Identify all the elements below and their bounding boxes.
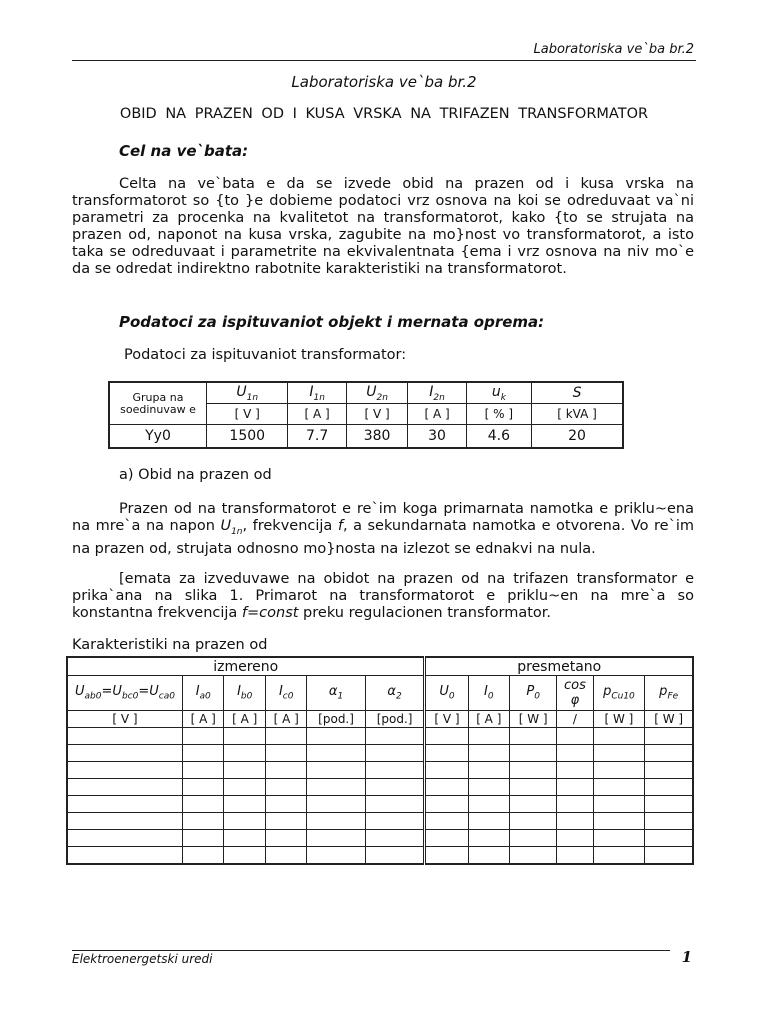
empty-cell bbox=[265, 830, 306, 847]
empty-cell bbox=[593, 813, 645, 830]
symbol-cell: $p_{Fe}$ bbox=[645, 676, 693, 711]
empty-cell bbox=[224, 813, 265, 830]
part-a-label: a) Obid na prazen od bbox=[119, 467, 272, 483]
empty-cell bbox=[425, 813, 468, 830]
unit-cell: [ W ] bbox=[645, 711, 693, 728]
group-measured: izmereno bbox=[67, 657, 425, 676]
empty-cell bbox=[307, 762, 365, 779]
empty-cell bbox=[425, 779, 468, 796]
table-row bbox=[109, 382, 623, 404]
empty-cell bbox=[468, 830, 509, 847]
empty-cell bbox=[307, 728, 365, 745]
empty-cell bbox=[224, 847, 265, 865]
table-row bbox=[67, 762, 693, 779]
empty-cell bbox=[593, 847, 645, 865]
empty-cell bbox=[593, 830, 645, 847]
symbol-cell: $U_{2n}$ bbox=[346, 382, 408, 404]
empty-cell bbox=[510, 813, 557, 830]
empty-cell bbox=[365, 813, 425, 830]
value-cell: 4.6 bbox=[466, 425, 531, 449]
empty-cell bbox=[425, 745, 468, 762]
symbol-cell: $\alpha_2$ bbox=[365, 676, 425, 711]
unit-cell: [ % ] bbox=[466, 404, 531, 425]
unit-cell: [ A ] bbox=[183, 711, 224, 728]
scheme-paragraph: [emata za izveduvawe na obidot na prazen od na trifazen transformator e prika`ana na slika 1. Primarot na transformatorot e priklu~en na mre`a so konstantna frekvencija f=const preku regulacionen transformator. bbox=[72, 571, 694, 621]
empty-cell bbox=[224, 796, 265, 813]
unit-cell: [ V ] bbox=[67, 711, 183, 728]
empty-cell bbox=[307, 830, 365, 847]
document-subtitle: OBID NA PRAZEN OD I KUSA VRSKA NA TRIFAZEN TRANSFORMATOR bbox=[119, 106, 649, 122]
empty-cell bbox=[510, 796, 557, 813]
transformer-data-intro: Podatoci za ispituvaniot transformator: bbox=[124, 347, 407, 363]
unit-cell: / bbox=[557, 711, 593, 728]
empty-cell bbox=[183, 745, 224, 762]
table-row bbox=[67, 657, 693, 676]
empty-cell bbox=[645, 830, 693, 847]
empty-cell bbox=[307, 847, 365, 865]
unit-cell: [ V ] bbox=[207, 404, 288, 425]
empty-cell bbox=[593, 762, 645, 779]
footer-divider bbox=[72, 950, 670, 951]
empty-cell bbox=[510, 847, 557, 865]
empty-cell bbox=[645, 728, 693, 745]
empty-cell bbox=[645, 847, 693, 865]
empty-cell bbox=[224, 745, 265, 762]
running-header: Laboratoriska ve`ba br.2 bbox=[533, 42, 694, 57]
empty-cell bbox=[67, 779, 183, 796]
empty-cell bbox=[468, 813, 509, 830]
empty-cell bbox=[468, 762, 509, 779]
table-row bbox=[109, 425, 623, 449]
empty-cell bbox=[183, 728, 224, 745]
symbol-cell: $I_{1n}$ bbox=[288, 382, 346, 404]
empty-cell bbox=[265, 847, 306, 865]
unit-cell: [ V ] bbox=[425, 711, 468, 728]
empty-cell bbox=[557, 847, 593, 865]
empty-cell bbox=[365, 796, 425, 813]
symbol-cell: $p_{Cu10}$ bbox=[593, 676, 645, 711]
empty-cell bbox=[183, 762, 224, 779]
unit-cell: [pod.] bbox=[307, 711, 365, 728]
table-row bbox=[67, 711, 693, 728]
unit-cell: [ A ] bbox=[265, 711, 306, 728]
empty-cell bbox=[365, 847, 425, 865]
no-load-paragraph: Prazen od na transformatorot e re`im koga primarnata namotka e priklu~ena na mre`a na napon $U_{1n}$, frekvencija f, a sekundarnata namotka e otvorena. Vo re`im na prazen od, strujata odnosno mo}nosta na izlezot se ednakvi na nula. bbox=[72, 501, 694, 557]
empty-cell bbox=[183, 830, 224, 847]
empty-cell bbox=[307, 745, 365, 762]
empty-cell bbox=[183, 813, 224, 830]
no-load-characteristics-table bbox=[66, 656, 694, 865]
empty-cell bbox=[265, 762, 306, 779]
empty-cell bbox=[265, 728, 306, 745]
group-label-cell: Grupa na soedinuvaw e bbox=[109, 382, 207, 425]
empty-cell bbox=[224, 779, 265, 796]
empty-cell bbox=[365, 779, 425, 796]
symbol-cell: $I_0$ bbox=[468, 676, 509, 711]
empty-cell bbox=[557, 745, 593, 762]
empty-cell bbox=[265, 813, 306, 830]
symbol-cell: $U_0$ bbox=[425, 676, 468, 711]
section-heading-goal: Cel na ve`bata: bbox=[119, 142, 249, 160]
empty-cell bbox=[557, 813, 593, 830]
transformer-data-table bbox=[108, 381, 624, 449]
empty-cell bbox=[265, 796, 306, 813]
symbol-cell: $I_{c0}$ bbox=[265, 676, 306, 711]
characteristics-caption: Karakteristiki na prazen od bbox=[72, 637, 268, 653]
empty-cell bbox=[468, 779, 509, 796]
footer-course-name: Elektroenergetski uredi bbox=[72, 952, 213, 966]
empty-cell bbox=[67, 762, 183, 779]
empty-cell bbox=[645, 779, 693, 796]
empty-cell bbox=[425, 830, 468, 847]
empty-cell bbox=[307, 813, 365, 830]
unit-cell: [ A ] bbox=[288, 404, 346, 425]
symbol-cell: $I_{a0}$ bbox=[183, 676, 224, 711]
value-cell: 7.7 bbox=[288, 425, 346, 449]
empty-cell bbox=[365, 728, 425, 745]
value-cell: 30 bbox=[408, 425, 466, 449]
empty-cell bbox=[557, 796, 593, 813]
empty-cell bbox=[468, 796, 509, 813]
unit-cell: [ A ] bbox=[468, 711, 509, 728]
empty-cell bbox=[593, 728, 645, 745]
empty-cell bbox=[67, 847, 183, 865]
empty-cell bbox=[425, 847, 468, 865]
table-row bbox=[67, 779, 693, 796]
empty-cell bbox=[557, 728, 593, 745]
unit-cell: [ V ] bbox=[346, 404, 408, 425]
empty-cell bbox=[67, 830, 183, 847]
header-divider bbox=[72, 60, 696, 61]
empty-cell bbox=[224, 830, 265, 847]
table-row bbox=[67, 676, 693, 711]
table-row bbox=[67, 813, 693, 830]
symbol-cell: $U_{ab0}=U_{bc0}=U_{ca0}$ bbox=[67, 676, 183, 711]
table-row bbox=[67, 830, 693, 847]
empty-cell bbox=[468, 728, 509, 745]
empty-cell bbox=[67, 745, 183, 762]
table-row bbox=[67, 728, 693, 745]
unit-cell: [ A ] bbox=[408, 404, 466, 425]
empty-cell bbox=[67, 813, 183, 830]
empty-cell bbox=[365, 830, 425, 847]
empty-cell bbox=[593, 745, 645, 762]
table-row bbox=[67, 796, 693, 813]
empty-cell bbox=[307, 779, 365, 796]
empty-cell bbox=[183, 847, 224, 865]
symbol-cell: $u_k$ bbox=[466, 382, 531, 404]
empty-cell bbox=[557, 830, 593, 847]
document-title: Laboratoriska ve`ba br.2 bbox=[291, 73, 477, 91]
unit-cell: [ W ] bbox=[510, 711, 557, 728]
symbol-cell: $I_{b0}$ bbox=[224, 676, 265, 711]
empty-cell bbox=[224, 762, 265, 779]
empty-cell bbox=[645, 796, 693, 813]
empty-cell bbox=[510, 728, 557, 745]
empty-cell bbox=[67, 796, 183, 813]
empty-cell bbox=[510, 779, 557, 796]
empty-cell bbox=[425, 796, 468, 813]
empty-cell bbox=[510, 762, 557, 779]
value-cell: 1500 bbox=[207, 425, 288, 449]
empty-rows bbox=[67, 728, 693, 865]
symbol-cell: S bbox=[532, 382, 623, 404]
unit-cell: [ W ] bbox=[593, 711, 645, 728]
empty-cell bbox=[365, 745, 425, 762]
unit-cell: [ kVA ] bbox=[532, 404, 623, 425]
symbol-cell: $\alpha_1$ bbox=[307, 676, 365, 711]
empty-cell bbox=[67, 728, 183, 745]
empty-cell bbox=[183, 796, 224, 813]
empty-cell bbox=[557, 762, 593, 779]
empty-cell bbox=[510, 830, 557, 847]
empty-cell bbox=[557, 779, 593, 796]
unit-cell: [pod.] bbox=[365, 711, 425, 728]
empty-cell bbox=[468, 847, 509, 865]
group-calculated: presmetano bbox=[425, 657, 693, 676]
symbol-cell: $U_{1n}$ bbox=[207, 382, 288, 404]
empty-cell bbox=[183, 779, 224, 796]
table-row bbox=[67, 745, 693, 762]
empty-cell bbox=[645, 745, 693, 762]
empty-cell bbox=[593, 779, 645, 796]
section-heading-data: Podatoci za ispituvaniot objekt i mernata oprema: bbox=[119, 313, 545, 331]
goal-paragraph: Celta na ve`bata e da se izvede obid na prazen od i kusa vrska na transformatorot so {to }e dobieme podatoci vrz osnova na koi se odreduvaat va`ni parametri za procenka na kvalitetot na transformatorot, kako {to se strujata na prazen od, naponot na kusa vrska, zagubite na mo}nost vo transformatorot, a isto taka se odreduvaat i parametrite na ekvivalentnata {ema i vrz osnova na niv mo`e da se odredat indirektno rabotnite karakteristiki na transformatorot. bbox=[72, 176, 694, 277]
value-cell: 20 bbox=[532, 425, 623, 449]
empty-cell bbox=[265, 779, 306, 796]
empty-cell bbox=[645, 813, 693, 830]
symbol-cell: $I_{2n}$ bbox=[408, 382, 466, 404]
empty-cell bbox=[425, 762, 468, 779]
empty-cell bbox=[425, 728, 468, 745]
symbol-cell: $P_0$ bbox=[510, 676, 557, 711]
empty-cell bbox=[365, 762, 425, 779]
value-cell: Yy0 bbox=[109, 425, 207, 449]
empty-cell bbox=[224, 728, 265, 745]
empty-cell bbox=[593, 796, 645, 813]
page-number: 1 bbox=[681, 948, 692, 966]
empty-cell bbox=[645, 762, 693, 779]
empty-cell bbox=[510, 745, 557, 762]
empty-cell bbox=[468, 745, 509, 762]
unit-cell: [ A ] bbox=[224, 711, 265, 728]
cos-phi-cell: cos φ bbox=[557, 676, 593, 711]
table-row bbox=[67, 847, 693, 865]
value-cell: 380 bbox=[346, 425, 408, 449]
empty-cell bbox=[307, 796, 365, 813]
empty-cell bbox=[265, 745, 306, 762]
